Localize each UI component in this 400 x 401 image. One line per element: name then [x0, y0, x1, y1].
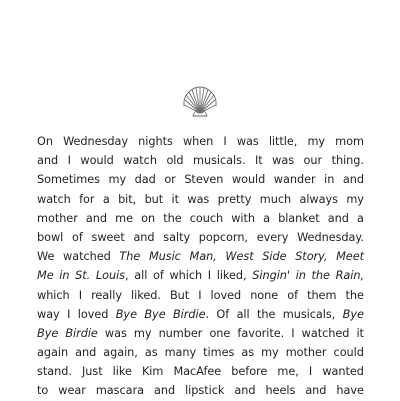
word: could	[333, 346, 364, 360]
word: again,	[103, 346, 138, 360]
word: I	[308, 365, 313, 379]
word: like	[112, 365, 132, 379]
word: mother	[285, 346, 327, 360]
word: was	[187, 192, 210, 206]
text-line	[37, 190, 364, 209]
word: number	[158, 326, 203, 340]
word: all	[236, 307, 250, 321]
word: loved	[210, 288, 242, 302]
word: my	[261, 346, 279, 360]
word: wander	[273, 173, 316, 187]
word: the	[163, 211, 182, 225]
word: watch	[37, 192, 71, 206]
word: in	[59, 269, 70, 283]
word: when	[182, 135, 214, 148]
word: before	[231, 365, 268, 379]
word: little,	[268, 135, 298, 148]
word: heels	[265, 384, 296, 398]
word: my	[133, 326, 152, 340]
word: liked,	[216, 269, 247, 283]
word: the	[257, 307, 276, 321]
word: Birdie	[65, 326, 98, 340]
word: old	[166, 154, 184, 168]
word: Bye	[144, 307, 166, 321]
word: watched	[301, 326, 350, 340]
word: Meet	[336, 250, 364, 264]
word: Side	[262, 250, 287, 264]
word: MacAfee	[173, 365, 222, 379]
word: and	[327, 211, 349, 225]
word: my	[307, 135, 326, 148]
word: in	[324, 173, 335, 187]
word: Wednesday.	[297, 230, 364, 244]
word: the	[311, 269, 330, 283]
word: Story,	[295, 250, 328, 264]
word: Rain,	[335, 269, 364, 283]
word: Bye	[115, 307, 137, 321]
word: bowl	[37, 230, 64, 244]
text-line	[37, 132, 364, 151]
word: it	[356, 326, 364, 340]
word: none	[250, 288, 279, 302]
word: nights	[138, 135, 173, 148]
word: in	[295, 269, 306, 283]
word: of	[287, 288, 299, 302]
word: and	[133, 230, 155, 244]
word: and	[85, 211, 108, 225]
word: and	[37, 154, 59, 168]
word: was	[272, 154, 295, 168]
word: musicals.	[193, 154, 246, 168]
body-text	[37, 132, 364, 401]
word: It	[254, 154, 263, 168]
word: The	[119, 250, 141, 264]
word: with	[231, 211, 255, 225]
word: have	[336, 384, 364, 398]
word: I	[207, 269, 212, 283]
word: stand.	[37, 365, 72, 379]
word: watched	[63, 250, 111, 264]
word: Louis,	[95, 269, 129, 283]
word: it	[171, 192, 180, 206]
word: bit,	[118, 192, 137, 206]
text-line	[37, 209, 364, 228]
text-line	[37, 324, 364, 343]
text-line	[37, 305, 364, 324]
word: Sometimes	[37, 173, 100, 187]
word: Music	[148, 250, 181, 264]
word: pretty	[217, 192, 252, 206]
word: favorite.	[237, 326, 285, 340]
word: We	[37, 250, 55, 264]
word: really	[91, 288, 122, 302]
word: and	[75, 346, 97, 360]
word: I	[67, 154, 71, 168]
word: always	[299, 192, 338, 206]
word: Steven	[184, 173, 224, 187]
word: and	[234, 384, 256, 398]
word: many	[164, 346, 197, 360]
word: sweet	[91, 230, 125, 244]
word: Man,	[189, 250, 217, 264]
word: for	[79, 192, 95, 206]
text-line	[37, 228, 364, 247]
word: a	[102, 192, 110, 206]
word: musicals,	[282, 307, 336, 321]
word: and	[305, 384, 327, 398]
text-line	[37, 343, 364, 362]
word: a	[356, 211, 364, 225]
word: which	[37, 288, 70, 302]
word: I	[67, 307, 71, 321]
word: salty	[163, 230, 191, 244]
word: my	[346, 192, 364, 206]
text-line	[37, 286, 364, 305]
word: St.	[75, 269, 91, 283]
word: Birdie.	[172, 307, 210, 321]
word: of	[152, 269, 164, 283]
text-line	[37, 170, 364, 189]
word: mom	[335, 135, 364, 148]
word: our	[303, 154, 323, 168]
word: all	[134, 269, 148, 283]
word: On	[37, 135, 53, 148]
word: which	[169, 269, 203, 283]
word: the	[345, 288, 364, 302]
word: wanted	[322, 365, 364, 379]
word: Bye	[342, 307, 364, 321]
word: and	[342, 173, 364, 187]
text-line	[37, 247, 364, 266]
word: again	[37, 346, 69, 360]
scallop-shell-icon	[181, 84, 219, 118]
word: was	[236, 135, 259, 148]
word: would	[80, 154, 114, 168]
word: way	[37, 307, 60, 321]
word: thing.	[331, 154, 364, 168]
word: every	[256, 230, 289, 244]
word: But	[169, 288, 190, 302]
word: lipstick	[185, 384, 225, 398]
word: my	[108, 173, 127, 187]
word: would	[231, 173, 266, 187]
word: Just	[81, 365, 103, 379]
text-line	[37, 266, 364, 285]
word: as	[144, 346, 158, 360]
word: much	[259, 192, 292, 206]
word: popcorn,	[198, 230, 248, 244]
word: I	[223, 135, 227, 148]
text-line	[37, 381, 364, 400]
word: was	[104, 326, 127, 340]
word: blanket	[278, 211, 320, 225]
word: Of	[216, 307, 230, 321]
word: times	[203, 346, 235, 360]
word: I	[198, 288, 202, 302]
word: dad	[134, 173, 156, 187]
word: me	[115, 211, 133, 225]
word: on	[141, 211, 156, 225]
word: me,	[277, 365, 299, 379]
word: a	[263, 211, 270, 225]
word: one	[209, 326, 231, 340]
word: but	[144, 192, 164, 206]
word: I	[78, 288, 83, 302]
word: couch	[189, 211, 224, 225]
word: Me	[37, 269, 54, 283]
word: to	[37, 384, 49, 398]
word: loved	[77, 307, 109, 321]
word: Bye	[37, 326, 59, 340]
word: Wednesday	[63, 135, 129, 148]
word: as	[241, 346, 255, 360]
word: liked.	[131, 288, 161, 302]
word: and	[153, 384, 176, 398]
word: mascara	[95, 384, 144, 398]
word: Singin'	[252, 269, 290, 283]
word: wear	[58, 384, 86, 398]
word: them	[307, 288, 337, 302]
word: I	[291, 326, 295, 340]
word: or	[164, 173, 176, 187]
text-line	[37, 151, 364, 170]
word: West	[225, 250, 254, 264]
word: of	[71, 230, 83, 244]
word: Kim	[141, 365, 164, 379]
word: watch	[123, 154, 157, 168]
text-line	[37, 362, 364, 381]
word: mother	[37, 211, 78, 225]
